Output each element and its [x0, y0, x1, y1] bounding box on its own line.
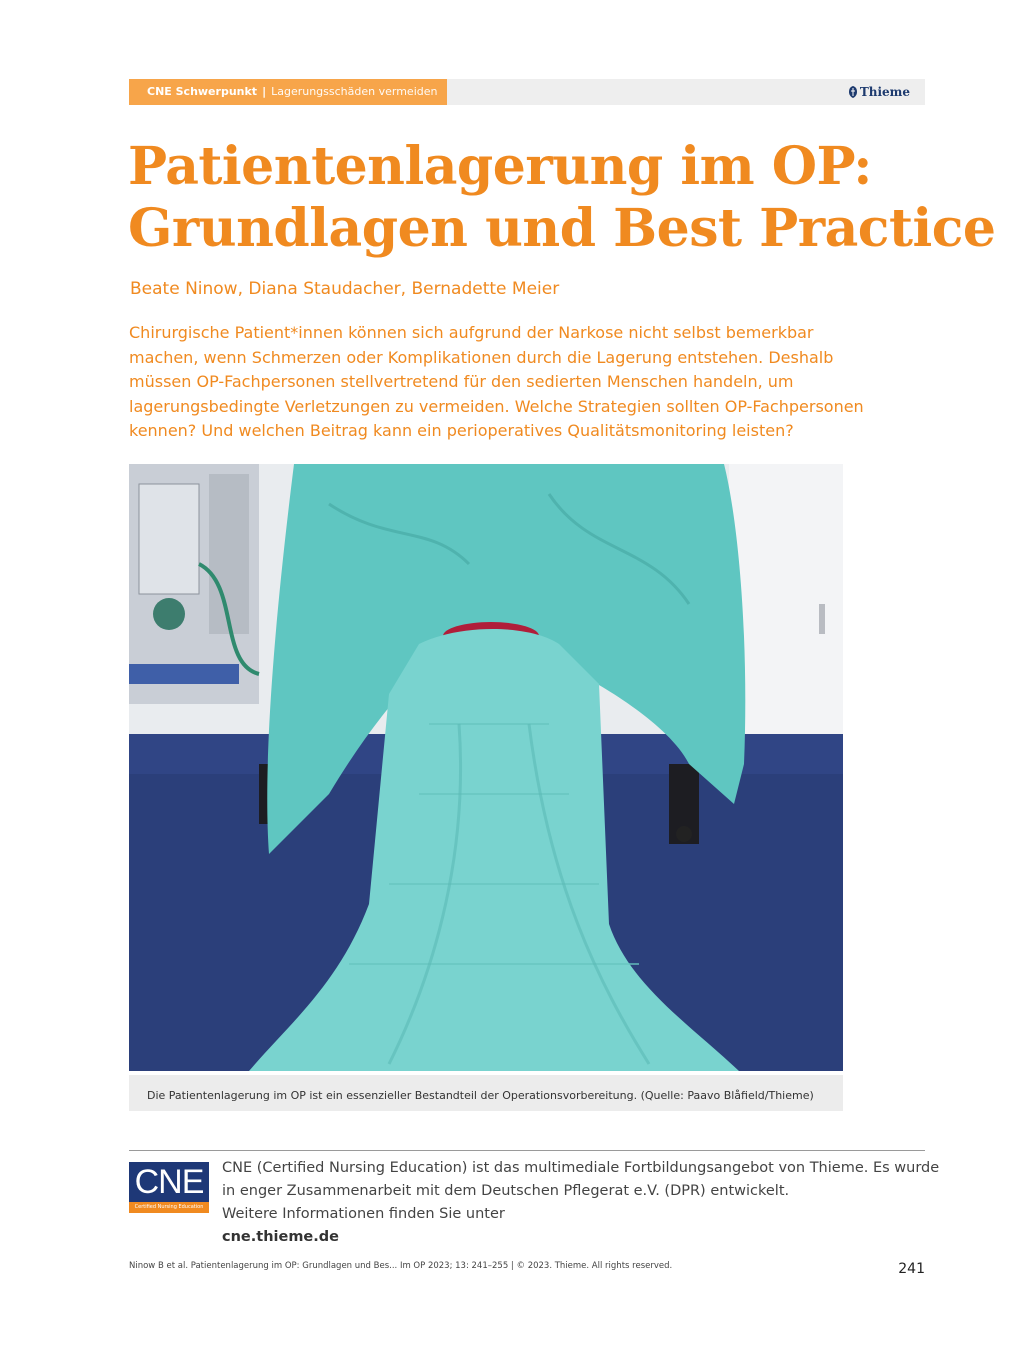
cne-info-prefix: Weitere Informationen finden Sie unter — [222, 1206, 505, 1222]
article-authors: Beate Ninow, Diana Staudacher, Bernadette Meier — [130, 279, 560, 299]
section-label: CNE Schwerpunkt — [147, 85, 258, 98]
section-separator: | — [262, 85, 267, 98]
brand-name: Thieme — [859, 85, 910, 99]
article-lead — [129, 321, 864, 444]
cne-info — [222, 1157, 940, 1249]
topic-label: Lagerungsschäden vermeiden — [271, 85, 438, 98]
header-bar — [129, 79, 925, 105]
cne-logo-text: CNE — [134, 1163, 204, 1201]
cne-website-link[interactable]: cne.thieme.de — [222, 1229, 339, 1245]
cne-logo — [129, 1162, 209, 1213]
page-number: 241 — [898, 1261, 925, 1277]
section-divider — [129, 1150, 925, 1151]
lead-line: kennen? Und welchen Beitrag kann ein perioperatives Qualitätsmonitoring leisten? — [129, 421, 794, 441]
title-line-1: Patientenlagerung im OP: — [128, 136, 872, 197]
lead-line: Chirurgische Patient*innen können sich aufgrund der Narkose nicht selbst bemerkbar — [129, 323, 814, 342]
figure-caption: Die Patientenlagerung im OP ist ein essenzieller Bestandteil der Operationsvorbereitung. (Quelle: Paavo Blåfield/Thieme) — [129, 1075, 843, 1111]
section-tag — [129, 79, 447, 105]
title-line-2: Grundlagen und Best Practice — [128, 198, 996, 259]
thieme-logo-icon — [848, 86, 858, 98]
lead-line: lagerungsbedingte Verletzungen zu vermeiden. Welche Strategien sollten OP-Fachpersonen — [129, 396, 864, 416]
lead-line: machen, wenn Schmerzen oder Komplikationen durch die Lagerung entstehen. Deshalb — [129, 347, 834, 367]
operating-room-photo — [129, 464, 843, 1071]
citation-footer: Ninow B et al. Patientenlagerung im OP: Grundlagen und Bes... Im OP 2023; 13: 241–255 | © 2023. Thieme. All rights reserved. — [129, 1261, 673, 1271]
lead-line: müssen OP-Fachpersonen stellvertretend für den sedierten Menschen handeln, um — [129, 372, 794, 392]
cne-info-line: CNE (Certified Nursing Education) ist das multimediale Fortbildungsangebot von Thieme. Es wurde — [222, 1160, 940, 1176]
cne-info-line: in enger Zusammenarbeit mit dem Deutschen Pflegerat e.V. (DPR) entwickelt. — [222, 1183, 790, 1199]
article-title — [128, 136, 996, 260]
publisher-brand — [848, 79, 910, 105]
cne-logo-subtitle: Certified Nursing Education — [129, 1202, 209, 1213]
cne-info-line — [222, 1203, 927, 1249]
